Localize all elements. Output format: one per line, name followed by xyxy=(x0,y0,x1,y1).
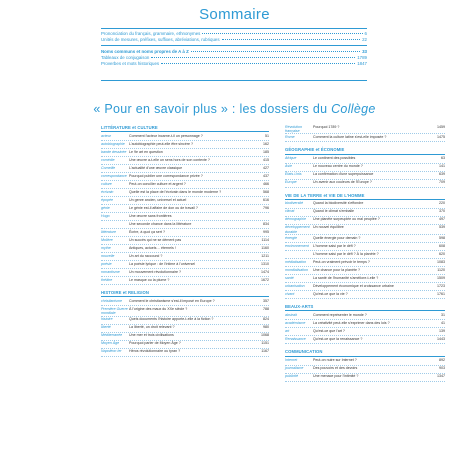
dossier-keyword: académisme xyxy=(285,320,306,325)
dossier-keyword: acteur xyxy=(101,133,111,138)
dossier-title: Un nouvel équilibre xyxy=(313,225,344,230)
dossier-title: Antiques, actuels… éternels ! xyxy=(129,245,176,250)
dossier-entry[interactable] xyxy=(285,180,445,188)
dossier-keyword: nouvelle xyxy=(101,253,115,258)
dossier-title: À l'origine des maux du XXe siècle ? xyxy=(129,306,188,311)
dossier-keyword xyxy=(285,252,313,258)
dossier-title: Le continent des possibles xyxy=(313,156,356,161)
section-gap xyxy=(285,142,445,146)
dossier-page: 41 xyxy=(441,320,445,325)
leader-dots xyxy=(222,39,361,40)
dossier-page: 1474 xyxy=(261,269,269,274)
section-heading: COMMUNICATION xyxy=(285,350,445,356)
dossier-title: Pourquoi publier une correspondance privée ? xyxy=(129,173,203,178)
dossier-title: Qu'est-ce que l'art ? xyxy=(313,328,345,333)
dossier-keyword: bande dessinée xyxy=(101,149,127,154)
dossier-title: L'homme saisi par le défi ? xyxy=(313,243,356,248)
dossier-keyword: culture xyxy=(101,181,112,186)
dossier-entry[interactable] xyxy=(101,261,269,269)
dossier-title: Pourquoi 1789 ? xyxy=(313,124,340,129)
dossier-keyword: santé xyxy=(285,275,294,280)
dossier-page: 1120 xyxy=(437,267,445,272)
dossier-title: Quand le climat s'emballe xyxy=(313,209,355,214)
dossier-title: L'homme saisi par le défi ? À la planète ? xyxy=(313,251,379,256)
dossier-keyword: Première Guerre mondiale xyxy=(101,306,128,316)
dossier-entry[interactable] xyxy=(285,291,445,299)
section-gap xyxy=(285,188,445,192)
dossier-title: Une planète surpeuplée ou mal peuplée ? xyxy=(313,217,380,222)
dossier-page: 1347 xyxy=(437,374,445,379)
dossier-keyword: démographie xyxy=(285,217,306,222)
dossier-title: Peut-on vraiment prévoir le temps ? xyxy=(313,259,370,264)
dossier-entry[interactable] xyxy=(285,320,445,328)
dossier-page: 1459 xyxy=(437,124,445,129)
dossier-title: L'actualité d'une œuvre classique xyxy=(129,165,183,170)
dossier-page: 608 xyxy=(439,243,445,248)
dossier-page: 466 xyxy=(263,181,269,186)
dossier-title: La confirmation d'une superpuissance xyxy=(313,172,374,177)
dossier-keyword: histoire xyxy=(101,317,113,322)
dossier-keyword: journalisme xyxy=(285,366,304,371)
dossier-keyword: Méditerranée xyxy=(101,333,123,338)
dossier-keyword: autobiographie xyxy=(101,141,125,146)
section-heading: GÉOGRAPHIE et ÉCONOMIE xyxy=(285,148,445,154)
dossier-title: L'autobiographie peut-elle être sincère ? xyxy=(129,141,194,146)
dossier-page: 1310 xyxy=(261,261,269,266)
dossier-page: 427 xyxy=(263,165,269,170)
dossier-keyword: Hugo xyxy=(101,213,110,218)
dossier-entry[interactable] xyxy=(101,245,269,253)
dossier-page: 1114 xyxy=(261,237,269,242)
dossier-entry[interactable] xyxy=(285,275,445,283)
dossier-keyword: États-Unis xyxy=(285,172,302,177)
toc-entry-label: Tableaux de conjugaison xyxy=(101,55,150,60)
dossier-page: 415 xyxy=(263,157,269,162)
dossier-page: 598 xyxy=(439,235,445,240)
dossier-entry[interactable] xyxy=(101,229,269,237)
dossier-entry[interactable] xyxy=(101,298,269,306)
dossier-page: 139 xyxy=(439,328,445,333)
dossier-entry[interactable] xyxy=(285,243,445,251)
dossier-page: 892 xyxy=(439,358,445,363)
toc-entry-page: 33 xyxy=(362,49,367,54)
toc-entry-label: Noms communs et noms propres de A à Z xyxy=(101,49,189,54)
dossier-entry[interactable] xyxy=(101,253,269,261)
dossier-page: 709 xyxy=(439,180,445,185)
dossier-title: Une seconde chance dans la littérature xyxy=(129,221,192,226)
dossier-page: 437 xyxy=(263,173,269,178)
dossier-title: La poésie lyrique : de l'intime à l'universel xyxy=(129,261,196,266)
toc-entry-page: 1847 xyxy=(357,61,367,66)
dossier-entry[interactable] xyxy=(101,277,269,285)
dossier-page: 497 xyxy=(439,217,445,222)
dossier-keyword: vivant xyxy=(285,291,295,296)
dossier-entry[interactable] xyxy=(285,312,445,320)
dossier-title: Peut-on concilier culture et argent ? xyxy=(129,181,186,186)
dossier-entry[interactable] xyxy=(285,259,445,267)
dossier-entry[interactable] xyxy=(285,134,445,142)
toc-entry-page: 1789 xyxy=(357,55,367,60)
dossier-entry[interactable] xyxy=(101,349,269,357)
dossier-entry[interactable] xyxy=(101,333,269,341)
dossier-entry[interactable] xyxy=(101,173,269,181)
section-heading: LITTÉRATURE et CULTURE xyxy=(101,126,269,132)
dossier-title: Une mer et trois civilisations xyxy=(129,333,174,338)
dossier-entry[interactable] xyxy=(285,336,445,344)
dossier-entry[interactable] xyxy=(285,267,445,275)
dossier-entry[interactable] xyxy=(101,205,269,213)
dossier-keyword: écrivain xyxy=(101,189,114,194)
dossier-keyword: théâtre xyxy=(101,277,113,282)
section-gap xyxy=(285,382,445,386)
dossier-title: Un genre ancien, universel et actuel xyxy=(129,197,187,202)
dossier-entry[interactable] xyxy=(101,181,269,189)
section-gap xyxy=(101,285,269,289)
dossier-page: 185 xyxy=(263,149,269,154)
toc-entry-page: 22 xyxy=(362,37,367,42)
dossiers-title xyxy=(0,102,469,116)
section-gap xyxy=(285,299,445,303)
dossier-keyword: énergie xyxy=(285,235,297,240)
dossier-page: 834 xyxy=(263,221,269,226)
dossier-keyword: Asie xyxy=(285,164,292,169)
dossier-page: 220 xyxy=(439,201,445,206)
section-heading: HISTOIRE et RELIGION xyxy=(101,291,269,297)
dossier-entry[interactable] xyxy=(101,317,269,325)
dossier-keyword: Moyen Âge xyxy=(101,341,120,346)
toc-entry[interactable] xyxy=(101,37,367,43)
dossier-title: Un succès qui ne se dément pas xyxy=(129,237,182,242)
leader-dots xyxy=(202,33,362,34)
dossier-title: Le 9e art en question xyxy=(129,149,163,154)
dossier-keyword: littérature xyxy=(101,229,116,234)
dossier-page: 370 xyxy=(439,209,445,214)
toc-entry-label: Proverbes et mots historiques xyxy=(101,61,160,66)
dossier-title: Un mouvement révolutionnaire ? xyxy=(129,269,181,274)
dossier-page: 141 xyxy=(439,164,445,169)
dossier-entry[interactable] xyxy=(285,124,445,134)
dossier-keyword: Europe xyxy=(285,180,297,185)
dossier-title: Quelle énergie pour demain ? xyxy=(313,235,361,240)
dossier-entry[interactable] xyxy=(285,235,445,243)
dossier-title: Le masque ou la plume ? xyxy=(129,277,170,282)
dossier-title: La santé de l'humanité s'améliore-t-elle ? xyxy=(313,275,379,280)
dossier-title: Comment représenter le monde ? xyxy=(313,312,367,317)
dossier-entry[interactable] xyxy=(101,189,269,197)
dossier-entry[interactable] xyxy=(285,201,445,209)
toc-entry-page: 6 xyxy=(364,31,367,36)
dossier-page: 63 xyxy=(441,156,445,161)
dossier-keyword: Internet xyxy=(285,358,298,363)
dossiers-title-prefix: « Pour en savoir plus » : les dossiers du xyxy=(93,102,332,116)
dossier-keyword: climat xyxy=(285,209,295,214)
toc-entry-label: Prononciation du français, grammaire, ethnonymes xyxy=(101,31,201,36)
section-gap xyxy=(285,344,445,348)
divider xyxy=(101,45,367,46)
dossier-entry[interactable] xyxy=(101,306,269,316)
dossier-page: 1068 xyxy=(261,333,269,338)
dossier-title: Un avenir aux couleurs de l'Europe ? xyxy=(313,180,372,185)
dossier-page: 1475 xyxy=(437,134,445,139)
dossier-keyword: christianisme xyxy=(101,298,122,303)
dossier-title: Quels documents l'histoire apporte-t-elle à la fiction ? xyxy=(129,317,214,322)
dossier-title: Peut-on nuire sur Internet ? xyxy=(313,358,357,363)
dossier-title: Comment l'acteur incarne-t-il un personnage ? xyxy=(129,133,203,138)
dossier-page: 31 xyxy=(441,312,445,317)
dossier-page: 1151 xyxy=(261,341,269,346)
dossier-entry[interactable] xyxy=(285,225,445,235)
dossier-page: 639 xyxy=(439,172,445,177)
dossier-title: Le génie est-il affaire de don ou de travail ? xyxy=(129,205,198,210)
dossier-entry[interactable] xyxy=(101,197,269,205)
dossier-keyword xyxy=(101,222,129,228)
dossier-title: Une œuvre sans frontières xyxy=(129,213,172,218)
toc-group-2 xyxy=(101,49,367,67)
dossier-page: 788 xyxy=(263,306,269,311)
dossier-title: Une menace pour l'intimité ? xyxy=(313,374,359,379)
dossier-entry[interactable] xyxy=(285,209,445,217)
dossier-page: 1167 xyxy=(261,349,269,354)
dossier-title: Une chance pour la planète ? xyxy=(313,267,360,272)
dossier-title: Pourquoi parler de Moyen Âge ? xyxy=(129,341,181,346)
dossier-title: Le nouveau centre du monde ? xyxy=(313,164,363,169)
dossier-entry[interactable] xyxy=(101,149,269,157)
leader-dots xyxy=(161,63,355,64)
section-heading: BEAUX-ARTS xyxy=(285,305,445,311)
dossier-page: 1160 xyxy=(261,245,269,250)
dossier-title: Héros révolutionnaire ou tyran ? xyxy=(129,349,181,354)
dossier-entry[interactable] xyxy=(101,269,269,277)
dossier-keyword: médiatisation xyxy=(285,259,307,264)
dossier-title: Développement économique et croissance urbaine xyxy=(313,283,394,288)
dossier-entry[interactable] xyxy=(285,328,445,336)
dossier-title: Comment le christianisme s'est-il imposé en Europe ? xyxy=(129,298,215,303)
dossier-title: Des pouvoirs et des devoirs xyxy=(313,366,358,371)
dossier-entry[interactable] xyxy=(285,251,445,259)
section-heading: VIE DE LA TERRE et VIE DE L'HOMME xyxy=(285,194,445,200)
dossier-page: 1672 xyxy=(261,277,269,282)
dossier-entry[interactable] xyxy=(101,133,269,141)
dossier-keyword: Afrique xyxy=(285,156,297,161)
dossier-entry[interactable] xyxy=(101,165,269,173)
dossier-page: 1761 xyxy=(437,291,445,296)
dossier-page: 1443 xyxy=(437,336,445,341)
dossier-entry[interactable] xyxy=(101,157,269,165)
dossier-keyword: romantisme xyxy=(101,269,120,274)
dossier-entry[interactable] xyxy=(101,221,269,229)
sommaire-title: Sommaire xyxy=(199,6,270,23)
dossier-page: 1509 xyxy=(437,275,445,280)
dossier-entry[interactable] xyxy=(101,325,269,333)
dossier-entry[interactable] xyxy=(101,237,269,245)
dossier-keyword: environnement xyxy=(285,243,309,248)
dossier-title: Une œuvre a-t-elle un sens hors de son contexte ? xyxy=(129,157,210,162)
dossiers-left-column xyxy=(101,124,269,361)
dossier-entry[interactable] xyxy=(285,283,445,291)
dossier-entry[interactable] xyxy=(285,366,445,374)
dossier-page: 539 xyxy=(439,225,445,230)
dossiers-right-column xyxy=(285,124,445,386)
dossier-title: Qu'est-ce que la vie ? xyxy=(313,291,348,296)
dossier-page: 620 xyxy=(439,251,445,256)
dossier-keyword: Napoléon Ier xyxy=(101,349,122,354)
dossier-entry[interactable] xyxy=(285,374,445,382)
dossier-page xyxy=(255,214,269,220)
dossier-entry[interactable] xyxy=(285,217,445,225)
dossier-keyword: Rome xyxy=(285,134,295,139)
leader-dots xyxy=(191,51,360,52)
dossier-keyword: liberté xyxy=(101,325,111,330)
leader-dots xyxy=(151,57,355,58)
dossier-page: 1083 xyxy=(437,259,445,264)
dossier-keyword: épopée xyxy=(101,197,113,202)
dossier-title: Écrire, à quoi ça sert ? xyxy=(129,229,165,234)
dossier-title: Quelle est la place de l'écrivain dans le monde moderne ? xyxy=(129,189,222,194)
divider xyxy=(101,28,367,29)
dossier-title: La liberté, un droit relevant ? xyxy=(129,325,175,330)
dossier-page: 980 xyxy=(263,325,269,330)
dossier-page: 568 xyxy=(263,189,269,194)
dossier-keyword: mondialisation xyxy=(285,267,308,272)
dossier-entry[interactable] xyxy=(285,358,445,366)
dossier-entry[interactable] xyxy=(285,164,445,172)
dossier-entry[interactable] xyxy=(285,172,445,180)
toc-group-1 xyxy=(101,31,367,43)
dossier-page: 1211 xyxy=(261,253,269,258)
divider xyxy=(101,80,367,81)
dossier-keyword: art xyxy=(285,328,290,333)
dossiers-title-emphasis: Collège xyxy=(331,102,376,116)
dossier-keyword: correspondance xyxy=(101,173,127,178)
dossier-page: 162 xyxy=(263,141,269,146)
dossier-keyword: développement durable xyxy=(285,225,310,234)
toc-entry-label: Unités de mesures, préfixes, suffixes, abréviations, rubriques xyxy=(101,37,220,42)
dossier-page: 616 xyxy=(263,197,269,202)
dossier-title: Un art du raccourci ? xyxy=(129,253,163,258)
section-gap xyxy=(101,357,269,361)
dossier-entry[interactable] xyxy=(101,341,269,349)
dossier-keyword: urbanisation xyxy=(285,283,305,288)
dossier-keyword: mythe xyxy=(101,245,111,250)
dossier-keyword: biodiversité xyxy=(285,201,304,206)
dossier-title: La créativité peut-elle s'exprimer dans des lois ? xyxy=(313,320,390,325)
dossier-title: Comment la culture latine s'est-elle imposée ? xyxy=(313,134,387,139)
dossier-entry[interactable] xyxy=(285,156,445,164)
dossier-keyword: Révolution française xyxy=(285,124,302,133)
dossier-title: Qu'est-ce que la renaissance ? xyxy=(313,336,363,341)
dossier-page: 1723 xyxy=(437,283,445,288)
dossier-keyword: Corneille xyxy=(101,165,116,170)
dossier-page: 796 xyxy=(263,205,269,210)
dossier-entry[interactable] xyxy=(101,141,269,149)
dossier-keyword: comédie xyxy=(101,157,115,162)
dossier-page: 357 xyxy=(263,298,269,303)
dossier-keyword: Molière xyxy=(101,237,113,242)
dossier-entry[interactable] xyxy=(101,213,269,221)
dossier-keyword: abstrait xyxy=(285,312,297,317)
dossier-keyword: génie xyxy=(101,205,110,210)
dossier-keyword: poésie xyxy=(101,261,112,266)
dossier-keyword: Renaissance xyxy=(285,336,306,341)
dossier-title: Quand la biodiversité s'effondre xyxy=(313,201,364,206)
dossier-page: 51 xyxy=(265,133,269,138)
dossier-page: 903 xyxy=(439,366,445,371)
toc-entry[interactable] xyxy=(101,61,367,67)
dossier-page: 824 xyxy=(263,317,269,322)
dossier-keyword: publicité xyxy=(285,374,299,379)
dossier-page: 995 xyxy=(263,229,269,234)
